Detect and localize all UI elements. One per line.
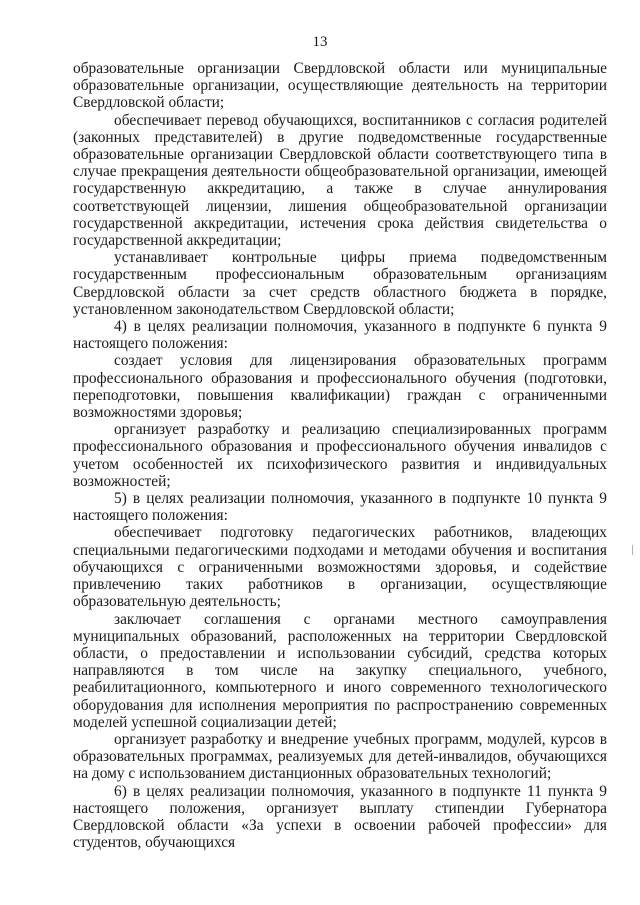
paragraph-subsidy-agreements: заключает соглашения с органами местного самоуправления муниципальных образований, расположенных на территории Свердловской области, о предоставлении и использовании субсидий, средства которых направляются в том числе на закупку специального, учебного, реабилитационного, компьютерного и иного современного технологического оборудования для исполнения мероприятия по распространению современных моделей успешной социализации детей;	[73, 610, 607, 731]
scan-margin-mark	[632, 545, 633, 555]
document-body	[73, 60, 607, 851]
paragraph-admission-quotas: устанавливает контрольные цифры приема подведомственным государственным профессиональным образовательным организациям Свердловской области за счет средств областного бюджета в порядке, установленном законодательством Свердловской области;	[73, 249, 607, 318]
paragraph-distance-learning: организует разработку и внедрение учебных программ, модулей, курсов в образовательных программах, реализуемых для детей-инвалидов, обучающихся на дому с использованием дистанционных образовательных технологий;	[73, 730, 607, 783]
paragraph-item-6: 6) в целях реализации полномочия, указанного в подпункте 11 пункта 9 настоящего положения, организует выплату стипендии Губернатора Свердловской области «За успехи в освоении рабочей профессии» для студентов, обучающихся	[73, 782, 607, 852]
paragraph-licensing-conditions: создает условия для лицензирования образовательных программ профессионального образования и профессионального обучения (подготовки, переподготовки, повышения квалификации) граждан с ограниченными возможностями здоровья;	[73, 352, 607, 422]
paragraph-teacher-training: обеспечивает подготовку педагогических работников, владеющих специальными педагогическими подходами и методами обучения и воспитания обучающихся с ограниченными возможностями здоровья, и содействие привлечению таких работников в организации, осуществляющие образовательную деятельность;	[73, 524, 607, 611]
paragraph-specialized-programs: организует разработку и реализацию специализированных программ профессионального образования и профессионального обучения инвалидов с учетом особенностей их психофизического развития и индивидуальных возможностей;	[73, 421, 607, 490]
page-number: 13	[312, 34, 328, 50]
paragraph-continuation: образовательные организации Свердловской области или муниципальные образовательные организации, осуществляющие деятельность на территории Свердловской области;	[73, 60, 607, 112]
paragraph-item-5: 5) в целях реализации полномочия, указанного в подпункте 10 пункта 9 настоящего положения:	[73, 490, 607, 525]
paragraph-item-4: 4) в целях реализации полномочия, указанного в подпункте 6 пункта 9 настоящего положения:	[73, 318, 607, 353]
paragraph-transfer-of-students: обеспечивает перевод обучающихся, воспитанников с согласия родителей (законных представителей) в другие подведомственные государственные образовательные организации Свердловской области соответствующего типа в случае прекращения деятельности общеобразовательной организации, имеющей государственную аккредитацию, а также в случае аннулирования соответствующей лицензии, лишения общеобразовательной организации государственной аккредитации, истечения срока действия свидетельства о государственной аккредитации;	[73, 111, 607, 250]
